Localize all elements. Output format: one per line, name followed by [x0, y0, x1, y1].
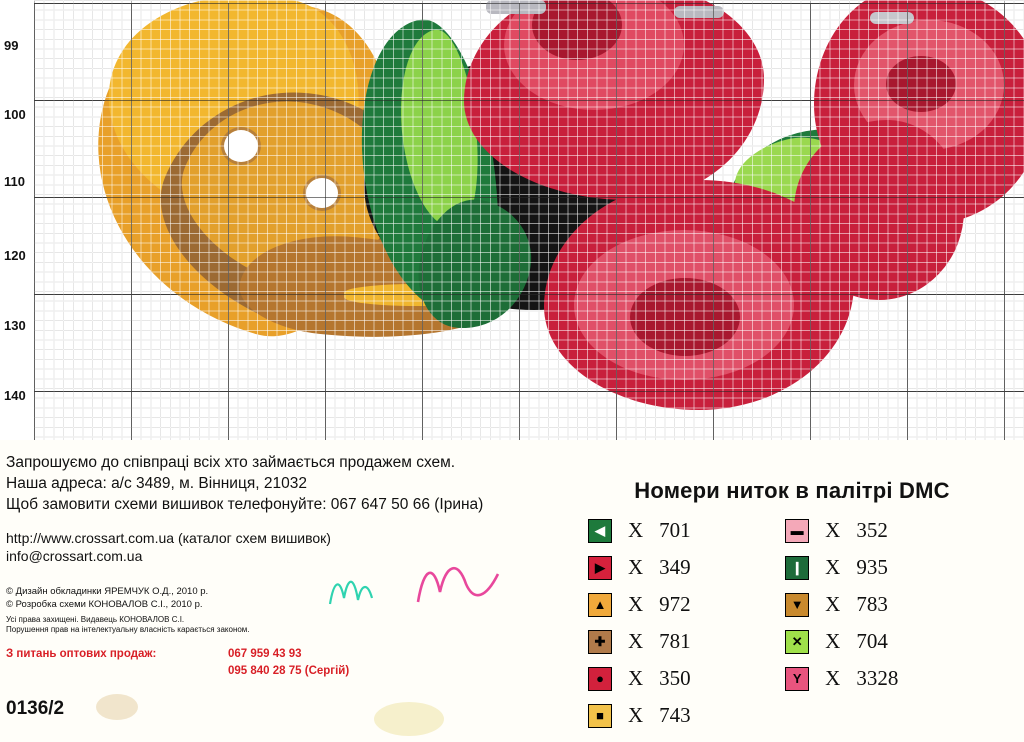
x-mark: X [628, 629, 644, 653]
rights-line-1: Усі права захищені. Видавець КОНОВАЛОВ С.І. [6, 615, 185, 624]
row-label: 99 [4, 38, 19, 53]
x-mark: X [628, 666, 644, 690]
bar-symbol: ▬ [785, 519, 809, 543]
x-mark: X [825, 629, 841, 653]
x-mark: X [825, 518, 841, 542]
thread-code: 972 [659, 592, 691, 616]
palette-row[interactable] [588, 703, 725, 728]
paper-stain-1 [96, 694, 138, 720]
footer-area [0, 440, 1024, 742]
palette-row[interactable] [588, 629, 725, 654]
x-mark: X [628, 518, 644, 542]
palette-row[interactable] [785, 518, 922, 543]
row-label: 100 [4, 107, 26, 122]
palette-title: Номери ниток в палітрі DMC [634, 478, 950, 503]
x-mark: X [628, 592, 644, 616]
palette-row[interactable] [588, 592, 725, 617]
copyright-scheme: © Розробка схеми КОНОВАЛОВ С.І., 2010 р. [6, 599, 203, 610]
thread-code: 701 [659, 518, 691, 542]
palette-row[interactable] [785, 592, 922, 617]
thread-code: 783 [856, 592, 888, 616]
row-label: 140 [4, 388, 26, 403]
letter-y-symbol: Y [785, 667, 809, 691]
palette-row[interactable] [588, 666, 725, 691]
thread-code: 349 [659, 555, 691, 579]
thread-code: 3328 [856, 666, 899, 690]
document-code: 0136/2 [6, 698, 65, 719]
thread-code: 350 [659, 666, 691, 690]
rights-line-2: Порушення прав на інтелектуальну власність карається законом. [6, 625, 250, 634]
thread-code: 781 [659, 629, 691, 653]
triangle-left-symbol: ◀ [588, 519, 612, 543]
plus-symbol: ✚ [588, 630, 612, 654]
palette-column-1 [588, 518, 725, 728]
vertical-bar-symbol: ❙ [785, 556, 809, 580]
pink-scribble [414, 558, 504, 614]
row-label: 110 [4, 174, 25, 189]
thread-code: 704 [856, 629, 888, 653]
invite-line-1: Запрошуємо до співпраці всіх хто займається продажем схем. [6, 454, 456, 471]
thread-code: 935 [856, 555, 888, 579]
palette-column-2 [785, 518, 922, 728]
order-phone-line: Щоб замовити схеми вишивок телефонуйте: 067 647 50 66 (Ірина) [6, 496, 484, 513]
thread-code: 743 [659, 703, 691, 727]
x-mark: X [825, 555, 841, 579]
circle-symbol: ● [588, 667, 612, 691]
triangle-up-symbol: ▲ [588, 593, 612, 617]
palette-row[interactable] [785, 666, 922, 691]
x-mark: X [825, 666, 841, 690]
palette-row[interactable] [588, 518, 725, 543]
copyright-cover: © Дизайн обкладинки ЯРЕМЧУК О.Д., 2010 р. [6, 586, 209, 597]
green-scribble [326, 568, 396, 610]
row-label: 120 [4, 248, 26, 263]
square-symbol: ■ [588, 704, 612, 728]
wholesale-label: З питань оптових продаж: [6, 648, 157, 660]
palette-row[interactable] [588, 555, 725, 580]
paper-stain-2 [374, 702, 444, 736]
row-label: 130 [4, 318, 26, 333]
x-mark: X [628, 555, 644, 579]
address-line: Наша адреса: а/с 3489, м. Вінниця, 21032 [6, 475, 307, 492]
cross-symbol: ✕ [785, 630, 809, 654]
x-mark: X [825, 592, 841, 616]
x-mark: X [628, 703, 644, 727]
wholesale-phone-1: 067 959 43 93 [228, 648, 302, 660]
chart-artwork [34, 0, 1024, 440]
triangle-down-symbol: ▼ [785, 593, 809, 617]
chart-row-labels [0, 0, 34, 440]
dmc-palette [566, 478, 1018, 728]
email-link[interactable]: info@crossart.com.ua [6, 548, 143, 564]
stitch-bold-grid-overlay [34, 3, 1024, 440]
palette-row[interactable] [785, 555, 922, 580]
wholesale-phone-2: 095 840 28 75 (Сергій) [228, 665, 350, 677]
thread-code: 352 [856, 518, 888, 542]
palette-row[interactable] [785, 629, 922, 654]
website-link[interactable]: http://www.crossart.com.ua (каталог схем вишивок) [6, 530, 331, 546]
triangle-right-symbol: ▶ [588, 556, 612, 580]
